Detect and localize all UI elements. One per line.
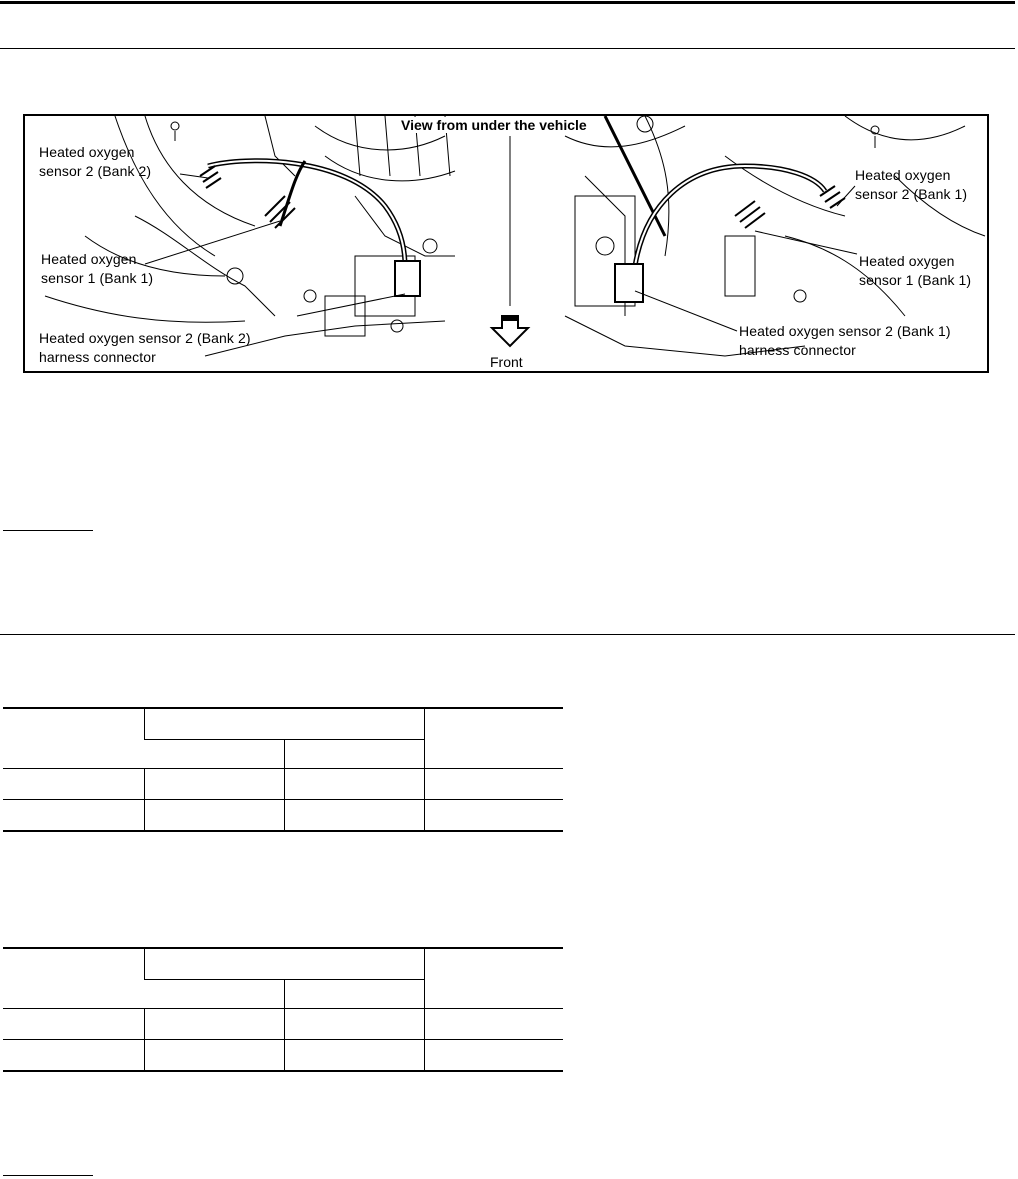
section-rule-2: [0, 634, 1015, 635]
underline-1: [3, 530, 93, 531]
table-cell: [3, 1040, 144, 1072]
view-title: View from under the vehicle: [397, 117, 591, 133]
spec-table-2: [3, 947, 563, 1072]
label-hos2-bank1: Heated oxygen sensor 2 (Bank 1): [855, 167, 968, 202]
front-arrow-icon: [492, 316, 528, 346]
label-connector-bank2: Heated oxygen sensor 2 (Bank 2) harness connector: [39, 330, 251, 365]
table-cell: [284, 1040, 424, 1072]
section-rule-1: [0, 48, 1015, 49]
table-cell: [284, 1009, 424, 1040]
table-cell: [144, 708, 424, 740]
table-cell: [3, 769, 144, 800]
table-cell: [3, 800, 144, 832]
spec-table-1: [3, 707, 563, 832]
label-hos1-bank1-left: Heated oxygen sensor 1 (Bank 1): [41, 251, 154, 286]
table-cell: [424, 1009, 563, 1040]
label-hos2-bank2: Heated oxygen sensor 2 (Bank 2): [39, 144, 152, 179]
table-row: [3, 769, 563, 800]
table-row: [3, 800, 563, 832]
table-cell: [3, 708, 144, 769]
table-cell: [144, 980, 284, 1009]
table-cell: [144, 1009, 284, 1040]
table-cell: [284, 800, 424, 832]
table-cell: [424, 769, 563, 800]
top-rule: [0, 1, 1015, 4]
table-cell: [424, 708, 563, 769]
table-cell: [144, 800, 284, 832]
underline-2: [3, 1175, 93, 1176]
table-cell: [284, 740, 424, 769]
table-cell: [424, 948, 563, 1009]
table-cell: [3, 1009, 144, 1040]
label-hos1-bank1-right: Heated oxygen sensor 1 (Bank 1): [859, 253, 972, 288]
table-cell: [144, 948, 424, 980]
sensor-location-figure: [23, 114, 989, 373]
table-cell: [3, 948, 144, 1009]
table-row: [3, 1040, 563, 1072]
label-connector-bank1: Heated oxygen sensor 2 (Bank 1) harness connector: [739, 323, 951, 358]
table-row: [3, 708, 563, 740]
front-label: Front: [490, 354, 523, 370]
table-cell: [424, 1040, 563, 1072]
table-row: [3, 948, 563, 980]
table-cell: [144, 769, 284, 800]
table-cell: [284, 980, 424, 1009]
table-cell: [284, 769, 424, 800]
table-cell: [144, 1040, 284, 1072]
table-cell: [144, 740, 284, 769]
table-cell: [424, 800, 563, 832]
table-row: [3, 1009, 563, 1040]
